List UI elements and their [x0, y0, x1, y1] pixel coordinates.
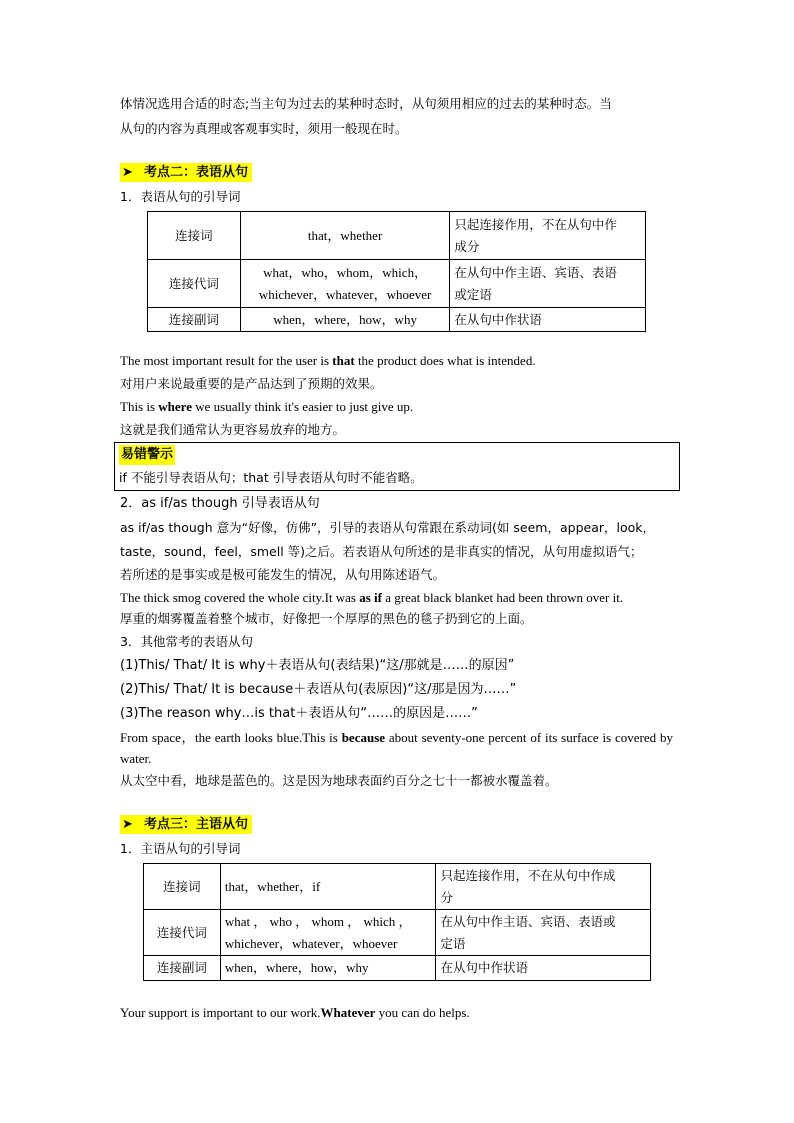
table-row — [148, 308, 646, 332]
predicative-clause-table — [147, 211, 646, 332]
note-line-b: 成分 — [454, 238, 480, 254]
warning-title: 易错警示 — [119, 445, 175, 465]
table-cell-words: when，where，how，why — [240, 308, 450, 332]
table-cell-note — [450, 212, 646, 260]
warning-box — [114, 442, 680, 491]
section2-heading — [120, 163, 252, 183]
subject-clause-table — [143, 863, 651, 981]
section3-heading-highlight — [120, 815, 252, 834]
table-cell-type: 连接代词 — [148, 260, 241, 308]
section3-heading — [120, 815, 252, 835]
section2-heading-text: 考点二：表语从句 — [144, 165, 249, 180]
words-line-a: what ， who ， whom ， which ， — [224, 913, 412, 929]
table-cell-words — [240, 260, 450, 308]
table-cell-note: 在从句中作状语 — [436, 956, 651, 981]
text-run: we usually think it's easier to just give up. — [192, 399, 414, 414]
as-if-paragraph-line-2: taste，sound，feel，smell 等)之后。若表语从句所述的是非真实的情况，从句用虚拟语气； — [120, 544, 643, 559]
keyword-bold: where — [158, 399, 192, 414]
table-row — [144, 910, 651, 956]
table-row — [144, 864, 651, 910]
section3-subheading-1: 1．主语从句的引导词 — [120, 841, 241, 856]
keyword-bold: as if — [359, 590, 382, 605]
text-run: about seventy-one percent of its surface is covered by water. — [120, 730, 673, 766]
table-cell-type: 连接代词 — [144, 910, 221, 956]
table-cell-note — [436, 910, 651, 956]
keyword-bold: Whatever — [320, 1005, 376, 1020]
example-5-en — [120, 1003, 470, 1023]
table-row — [144, 956, 651, 981]
example-1-en — [120, 351, 536, 371]
table-cell-type: 连接副词 — [148, 308, 241, 332]
words-line-b: whichever，whatever，whoever — [258, 286, 432, 302]
text-run: the product does what is intended. — [354, 353, 536, 368]
list-item-3: (3)The reason why…is that＋表语从句“……的原因是……” — [120, 706, 478, 721]
arrow-bullet-icon: ➤ — [122, 165, 133, 180]
as-if-paragraph-line-3: 若所述的是事实或是极可能发生的情况，从句用陈述语气。 — [120, 567, 446, 582]
as-if-paragraph-line-1: as if/as though 意为“好像，仿佛”，引导的表语从句常跟在系动词(如 seem，appear，look， — [120, 520, 655, 535]
list-item-2: (2)This/ That/ It is because＋表语从句(表原因)“这/那是因为……” — [120, 682, 517, 697]
text-run: you can do helps. — [375, 1005, 470, 1020]
table-cell-words: when，where，how，why — [220, 956, 436, 981]
example-1-cn: 对用户来说最重要的是产品达到了预期的效果。 — [120, 376, 383, 391]
text-run: The thick smog covered the whole city.It was — [120, 590, 360, 605]
example-3-en — [120, 588, 623, 608]
intro-line-1: 体情况选用合适的时态;当主句为过去的某种时态时，从句须用相应的过去的某种时态。当 — [120, 96, 612, 111]
words-line-b: whichever，whatever，whoever — [224, 935, 398, 951]
table-cell-words: that，whether — [240, 212, 450, 260]
example-3-cn: 厚重的烟雾覆盖着整个城市，好像把一个厚厚的黑色的毯子扔到它的上面。 — [120, 611, 533, 626]
table-cell-words — [220, 910, 436, 956]
table-cell-note: 在从句中作状语 — [450, 308, 646, 332]
table-cell-type: 连接词 — [148, 212, 241, 260]
text-run: This is — [120, 399, 159, 414]
text-run: Your support is important to our work. — [120, 1005, 321, 1020]
table-cell-note — [450, 260, 646, 308]
table-row — [148, 212, 646, 260]
text-run: The most important result for the user is — [120, 353, 333, 368]
table-cell-type: 连接副词 — [144, 956, 221, 981]
intro-line-2: 从句的内容为真理或客观事实时，须用一般现在时。 — [120, 121, 408, 136]
list-item-1: (1)This/ That/ It is why＋表语从句(表结果)“这/那就是……的原因” — [120, 658, 515, 673]
section2-heading-highlight — [120, 163, 252, 182]
example-4-cn: 从太空中看，地球是蓝色的。这是因为地球表面约百分之七十一都被水覆盖着。 — [120, 773, 558, 788]
table-cell-type: 连接词 — [144, 864, 221, 910]
keyword-bold: because — [341, 730, 386, 745]
note-line-a: 在从句中作主语、宾语、表语 — [454, 264, 617, 280]
section2-subheading-3: 3．其他常考的表语从句 — [120, 634, 253, 649]
note-line-a: 只起连接作用，不在从句中作成 — [440, 867, 616, 883]
table-cell-words: that，whether，if — [220, 864, 436, 910]
words-line-a: what，who，whom，which， — [263, 264, 428, 280]
table-cell-note — [436, 864, 651, 910]
section3-heading-text: 考点三：主语从句 — [144, 817, 249, 832]
example-2-en — [120, 397, 413, 417]
arrow-bullet-icon: ➤ — [122, 817, 133, 832]
example-2-cn: 这就是我们通常认为更容易放弃的地方。 — [120, 422, 346, 437]
text-run: From space，the earth looks blue.This is — [120, 730, 342, 745]
example-4-en — [120, 727, 673, 769]
note-line-b: 分 — [440, 889, 453, 905]
section2-subheading-2: 2．as if/as though 引导表语从句 — [120, 496, 320, 511]
table-row — [148, 260, 646, 308]
keyword-bold: that — [332, 353, 355, 368]
warning-body: if 不能引导表语从句；that 引导表语从句时不能省略。 — [119, 470, 423, 485]
note-line-b: 定语 — [440, 935, 466, 951]
text-run: a great black blanket had been thrown over it. — [381, 590, 624, 605]
section2-subheading-1: 1．表语从句的引导词 — [120, 189, 241, 204]
note-line-a: 在从句中作主语、宾语、表语或 — [440, 913, 616, 929]
note-line-a: 只起连接作用，不在从句中作 — [454, 216, 617, 232]
note-line-b: 或定语 — [454, 286, 492, 302]
